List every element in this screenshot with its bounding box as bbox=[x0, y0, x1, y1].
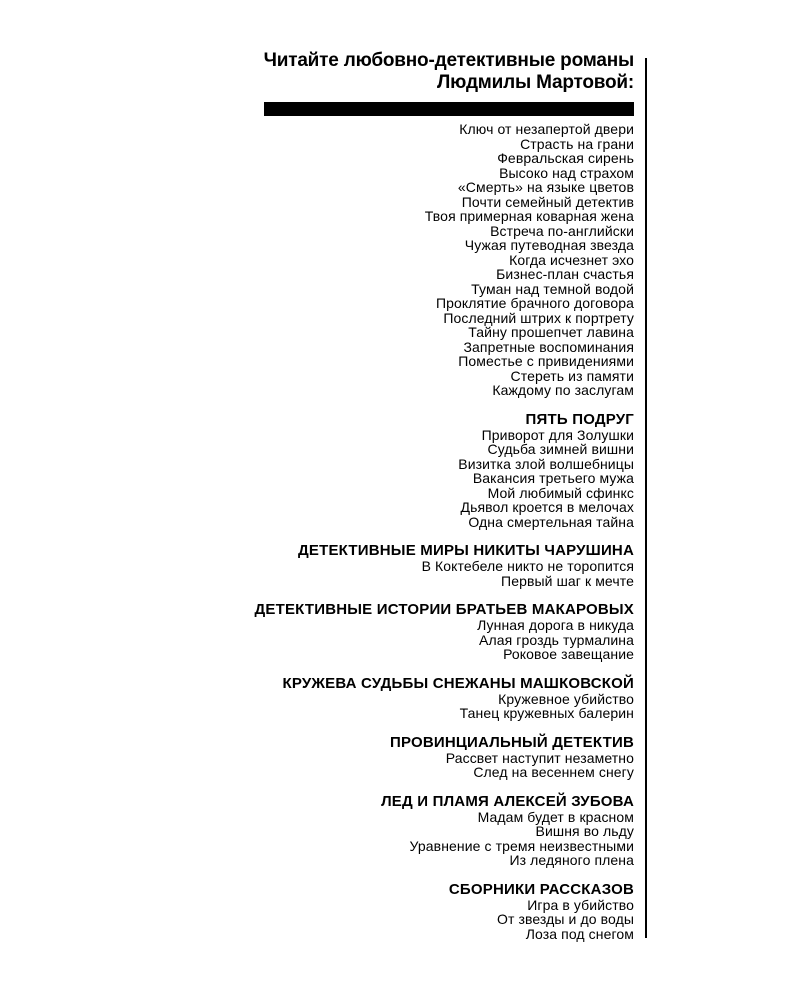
book-title: Бизнес-план счастья bbox=[496, 266, 634, 282]
book-title: Мадам будет в красном bbox=[477, 808, 634, 825]
book-title: Уравнение с тремя неизвестными bbox=[409, 837, 634, 854]
book-title: Дьявол кроется в мелочах bbox=[460, 499, 634, 515]
book-title: Каждому по заслугам bbox=[492, 382, 634, 398]
series-book-list bbox=[74, 898, 634, 942]
heading-line-1: Читайте любовно-детективные романы bbox=[263, 50, 634, 71]
book-title: Чужая путеводная звезда bbox=[464, 237, 634, 253]
book-title: Одна смертельная тайна bbox=[468, 513, 634, 530]
series-book-list bbox=[74, 692, 634, 721]
series-ice-and-flame bbox=[74, 794, 634, 868]
heading-underline-bar bbox=[264, 102, 634, 116]
vertical-rule bbox=[645, 58, 647, 938]
book-title: Февральская сирень bbox=[497, 150, 634, 166]
book-title: Почти семейный детектив bbox=[461, 193, 634, 210]
book-title: Встреча по-английски bbox=[490, 222, 634, 239]
series-five-friends bbox=[74, 412, 634, 530]
book-title: В Коктебеле никто не торопится bbox=[421, 558, 634, 574]
book-title: Твоя примерная коварная жена bbox=[424, 208, 634, 224]
series-title: ПРОВИНЦИАЛЬНЫЙ ДЕТЕКТИВ bbox=[390, 733, 634, 751]
series-title: ПЯТЬ ПОДРУГ bbox=[525, 410, 634, 428]
book-title: Лоза под снегом bbox=[525, 925, 634, 942]
series-book-list bbox=[74, 810, 634, 868]
book-title: Поместье с привидениями bbox=[458, 353, 634, 369]
book-title: След на весеннем снегу bbox=[473, 764, 634, 780]
series-book-list bbox=[74, 428, 634, 530]
main-title-list bbox=[74, 122, 634, 398]
series-provincial-detective bbox=[74, 735, 634, 780]
book-title: Мой любимый сфинкс bbox=[487, 484, 634, 501]
series-title: СБОРНИКИ РАССКАЗОВ bbox=[448, 880, 634, 898]
book-title: Ключ от незапертой двери bbox=[459, 121, 634, 137]
book-title: От звезды и до воды bbox=[496, 911, 634, 927]
book-title: Танец кружевных балерин bbox=[459, 705, 634, 721]
book-title: Визитка злой волшебницы bbox=[458, 455, 634, 472]
book-title: Приворот для Золушки bbox=[481, 426, 634, 443]
book-title: «Смерть» на языке цветов bbox=[457, 179, 634, 195]
book-title: Вишня во льду bbox=[535, 823, 634, 839]
book-title: Последний штрих к портрету bbox=[443, 309, 634, 326]
book-title: Алая гроздь турмалина bbox=[479, 631, 634, 648]
heading-line-2: Людмилы Мартовой: bbox=[437, 72, 634, 93]
series-charushin bbox=[74, 543, 634, 588]
book-title: Вакансия третьего мужа bbox=[472, 470, 634, 486]
series-title: КРУЖЕВА СУДЬБЫ СНЕЖАНЫ МАШКОВСКОЙ bbox=[282, 674, 634, 692]
book-title: Судьба зимней вишни bbox=[487, 441, 634, 457]
book-title: Стереть из памяти bbox=[510, 367, 634, 384]
book-title: Когда исчезнет эхо bbox=[509, 251, 634, 268]
book-title: Запретные воспоминания bbox=[463, 338, 634, 355]
book-title: Роковое завещание bbox=[503, 646, 634, 662]
series-makarov-brothers bbox=[74, 602, 634, 662]
book-title: Из ледяного плена bbox=[509, 852, 634, 868]
series-title: ЛЕД И ПЛАМЯ АЛЕКСЕЙ ЗУБОВА bbox=[381, 792, 634, 810]
book-title: Страсть на грани bbox=[520, 135, 634, 152]
book-title: Рассвет наступит незаметно bbox=[445, 749, 634, 766]
book-title: Тайну прошепчет лавина bbox=[468, 324, 634, 340]
series-title: ДЕТЕКТИВНЫЕ МИРЫ НИКИТЫ ЧАРУШИНА bbox=[298, 542, 634, 559]
series-book-list bbox=[74, 559, 634, 588]
book-list bbox=[74, 50, 634, 941]
book-title: Первый шаг к мечте bbox=[501, 572, 634, 589]
series-title: ДЕТЕКТИВНЫЕ ИСТОРИИ БРАТЬЕВ МАКАРОВЫХ bbox=[254, 601, 634, 618]
series-book-list bbox=[74, 751, 634, 780]
book-title: Туман над темной водой bbox=[471, 280, 634, 297]
series-book-list bbox=[74, 618, 634, 662]
series-story-collections bbox=[74, 882, 634, 942]
series-mashkovskaya bbox=[74, 676, 634, 721]
book-title: Кружевное убийство bbox=[498, 690, 634, 707]
book-title: Игра в убийство bbox=[527, 896, 634, 913]
book-title: Проклятие брачного договора bbox=[435, 295, 634, 311]
book-title: Лунная дорога в никуда bbox=[477, 617, 634, 633]
book-title: Высоко над страхом bbox=[499, 164, 634, 181]
